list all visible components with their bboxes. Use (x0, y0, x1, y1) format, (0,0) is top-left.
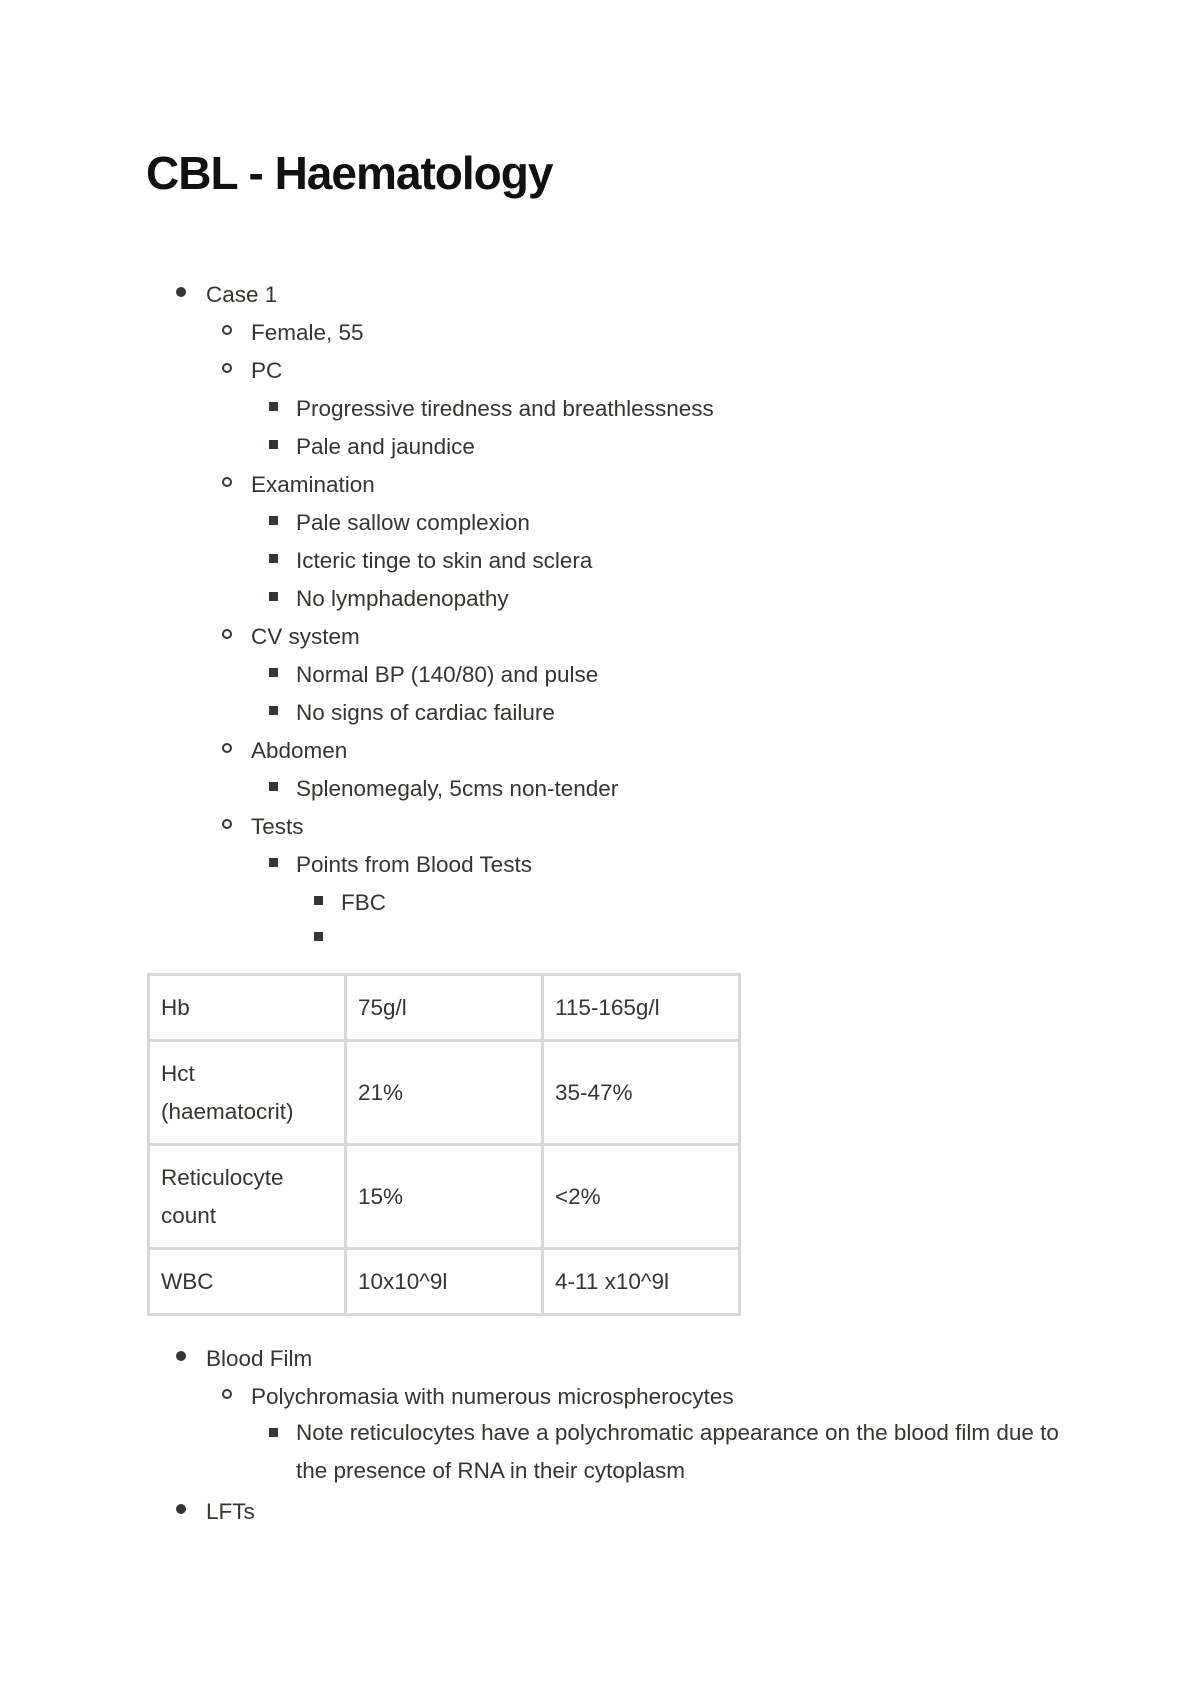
table-cell-range: 35-47% (543, 1041, 740, 1145)
list-item-abdomen: Abdomen (251, 738, 348, 763)
table-cell-value: 21% (346, 1041, 543, 1145)
list-item-cv-1: Normal BP (140/80) and pulse (296, 662, 599, 687)
square-bullet-icon (269, 402, 278, 411)
disc-bullet-icon (176, 1351, 186, 1361)
square-bullet-icon (314, 896, 323, 905)
table-cell-test: Hct (haematocrit) (149, 1041, 346, 1145)
list-item-case-1: Case 1 (206, 282, 278, 307)
list-item-lfts: LFTs (206, 1499, 255, 1524)
list-item-cv-system: CV system (251, 624, 360, 649)
table-cell-test: WBC (149, 1249, 346, 1315)
table-row (149, 975, 740, 1041)
list-item-tests: Tests (251, 814, 304, 839)
list-item-fbc: FBC (341, 890, 386, 915)
table-cell-value: 75g/l (346, 975, 543, 1041)
square-bullet-icon (269, 706, 278, 715)
table-cell-range: 115-165g/l (543, 975, 740, 1041)
table-cell-value: 15% (346, 1145, 543, 1249)
lab-results-table (147, 973, 741, 1316)
square-bullet-icon (269, 554, 278, 563)
table-cell-test: Hb (149, 975, 346, 1041)
circle-bullet-icon (222, 363, 232, 373)
circle-bullet-icon (222, 819, 232, 829)
table-cell-value: 10x10^9l (346, 1249, 543, 1315)
square-bullet-icon (269, 1428, 278, 1437)
square-bullet-icon (269, 858, 278, 867)
square-bullet-icon (269, 516, 278, 525)
disc-bullet-icon (176, 1504, 186, 1514)
table-cell-range: <2% (543, 1145, 740, 1249)
square-bullet-icon (269, 782, 278, 791)
list-item-patient: Female, 55 (251, 320, 364, 345)
table-cell-test: Reticulocyte count (149, 1145, 346, 1249)
circle-bullet-icon (222, 629, 232, 639)
page-title: CBL - Haematology (146, 147, 553, 199)
table-row (149, 1145, 740, 1249)
list-item-cv-2: No signs of cardiac failure (296, 700, 555, 725)
circle-bullet-icon (222, 743, 232, 753)
list-item-exam-3: No lymphadenopathy (296, 586, 509, 611)
circle-bullet-icon (222, 325, 232, 335)
square-bullet-icon (269, 668, 278, 677)
list-item-exam-1: Pale sallow complexion (296, 510, 530, 535)
list-item-blood-film: Blood Film (206, 1346, 313, 1371)
square-bullet-icon (269, 592, 278, 601)
list-item-pc-1: Progressive tiredness and breathlessness (296, 396, 714, 421)
table-row (149, 1041, 740, 1145)
square-bullet-icon (269, 440, 278, 449)
list-item-points-from-blood-tests: Points from Blood Tests (296, 852, 532, 877)
disc-bullet-icon (176, 287, 186, 297)
table-row (149, 1249, 740, 1315)
circle-bullet-icon (222, 1389, 232, 1399)
list-item-pc-2: Pale and jaundice (296, 434, 475, 459)
square-bullet-icon (314, 932, 323, 941)
table-cell-range: 4-11 x10^9l (543, 1249, 740, 1315)
circle-bullet-icon (222, 477, 232, 487)
list-item-abdomen-1: Splenomegaly, 5cms non-tender (296, 776, 619, 801)
list-item-examination: Examination (251, 472, 375, 497)
list-item-blood-film-finding: Polychromasia with numerous microspherocytes (251, 1384, 734, 1409)
list-item-blood-film-note: Note reticulocytes have a polychromatic appearance on the blood film due to the presence of RNA in their cytoplasm (296, 1420, 1059, 1483)
list-item-pc: PC (251, 358, 283, 383)
list-item-exam-2: Icteric tinge to skin and sclera (296, 548, 593, 573)
